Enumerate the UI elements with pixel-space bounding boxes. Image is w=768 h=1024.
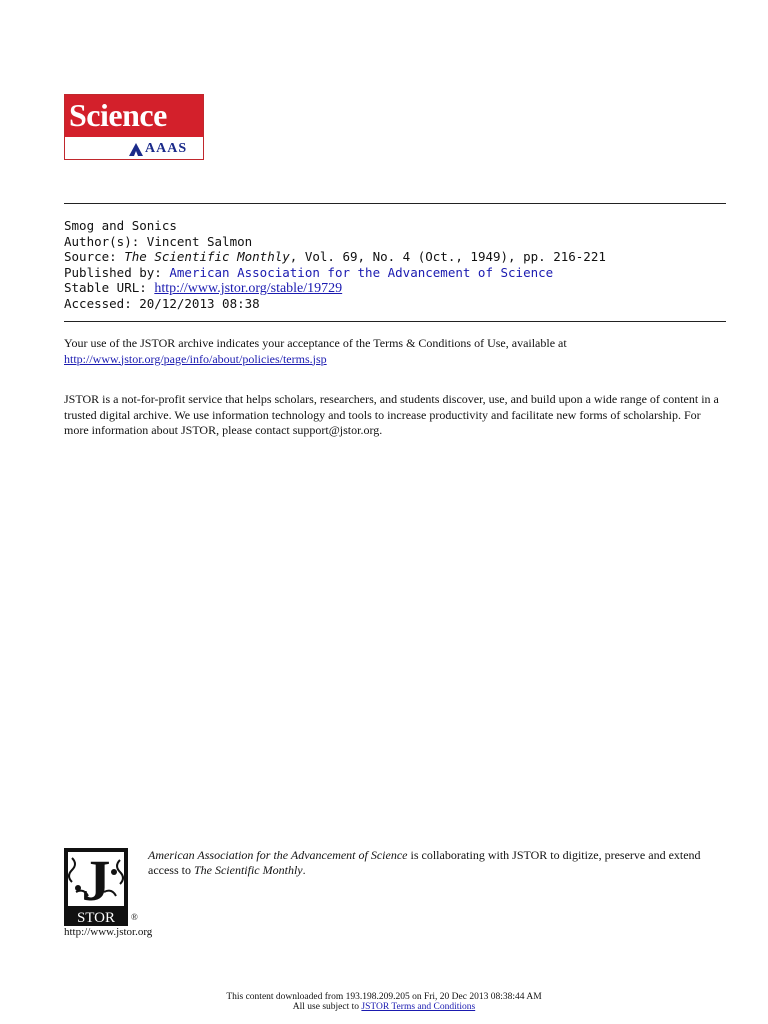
terms-paragraph <box>64 336 726 367</box>
logo-science-word: Science <box>69 97 167 133</box>
collab-org: American Association for the Advancement of Science <box>148 848 408 862</box>
collab-middle: is collaborating with JSTOR to digitize, preserve and extend access to <box>148 848 701 877</box>
collab-journal: The Scientific Monthly <box>193 863 303 877</box>
bottom-divider <box>64 321 726 322</box>
source-details: , Vol. 69, No. 4 (Oct., 1949), pp. 216-221 <box>289 249 606 264</box>
aaas-mark <box>129 141 187 157</box>
download-notice: This content downloaded from 193.198.209.205 on Fri, 20 Dec 2013 08:38:44 AM <box>226 992 542 1002</box>
jstor-url[interactable]: http://www.jstor.org <box>64 926 153 938</box>
jstor-logo-word: STOR <box>76 910 116 926</box>
aaas-text: AAAS <box>145 141 188 156</box>
jstor-logo-icon <box>64 848 128 926</box>
terms-url-link[interactable]: http://www.jstor.org/page/info/about/policies/terms.jsp <box>64 351 327 366</box>
source-label: Source: <box>64 249 117 264</box>
svg-text:J: J <box>81 848 111 913</box>
collaboration-note <box>148 848 728 878</box>
registered-mark: ® <box>131 912 138 922</box>
publisher-line <box>64 265 606 281</box>
jstor-about-paragraph: JSTOR is a not-for-profit service that helps scholars, researchers, and students discover, use, and build upon a wide range of content in a trusted digital archive. We use information technology and tools to increase productivity and facilitate new forms of scholarship. For more information about JSTOR, please contact support@jstor.org. <box>64 392 719 437</box>
accessed-line: Accessed: 20/12/2013 08:38 <box>64 295 260 311</box>
source-line <box>64 249 606 265</box>
terms-notice <box>0 1002 768 1013</box>
stable-url-label: Stable URL: <box>64 280 147 295</box>
stable-url-line <box>64 280 606 296</box>
publisher-label: Published by: <box>64 264 162 280</box>
author-line <box>64 234 606 250</box>
logo-red-band <box>65 95 203 137</box>
terms-notice-prefix: All use subject to <box>292 1002 362 1012</box>
article-title: Smog and Sonics <box>64 218 177 233</box>
collab-end: . <box>302 863 306 877</box>
stable-url-link[interactable]: http://www.jstor.org/stable/19729 <box>154 281 343 296</box>
terms-text: Your use of the JSTOR archive indicates your acceptance of the Terms & Conditions of Use, available at <box>64 336 567 350</box>
science-aaas-logo <box>64 94 204 160</box>
aaas-triangle-icon <box>129 143 143 156</box>
top-divider <box>64 203 726 204</box>
jstor-terms-link[interactable]: JSTOR Terms and Conditions <box>361 1002 476 1012</box>
author-name: Vincent Salmon <box>146 233 253 249</box>
publisher-link[interactable]: American Association for the Advancement of Science <box>169 264 554 280</box>
author-label: Author(s): <box>64 233 140 249</box>
source-journal: The Scientific Monthly <box>124 249 290 264</box>
citation-metadata <box>64 218 606 311</box>
